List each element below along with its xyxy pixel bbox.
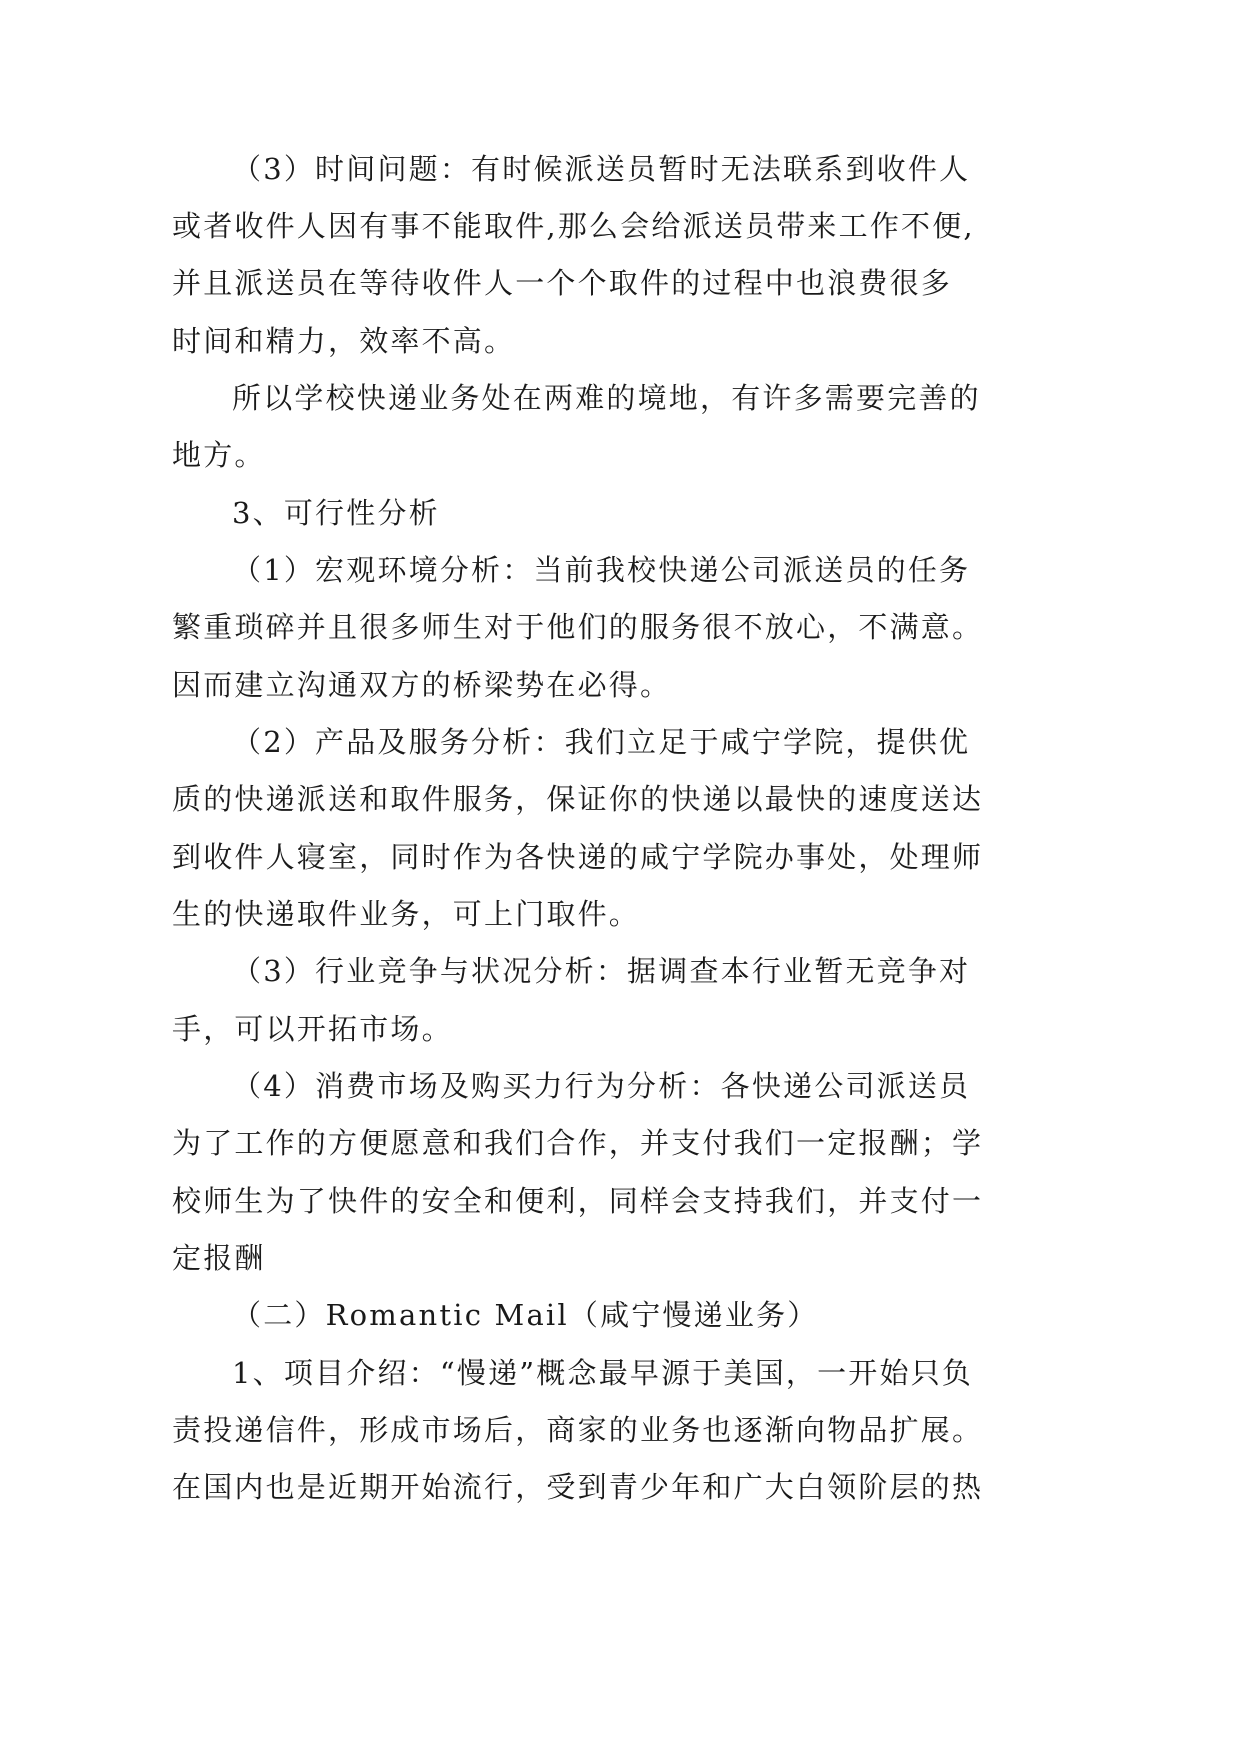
section-heading: （二）Romantic Mail（咸宁慢递业务） [232, 1298, 819, 1332]
text-line: 为了工作的方便愿意和我们合作，并支付我们一定报酬；学 [172, 1126, 984, 1160]
text-line: 在国内也是近期开始流行，受到青少年和广大白领阶层的热 [172, 1470, 984, 1504]
section-heading: 3、可行性分析 [232, 496, 440, 530]
text-line: 因而建立沟通双方的桥梁势在必得。 [172, 668, 672, 702]
text-line: 到收件人寝室，同时作为各快递的咸宁学院办事处，处理师 [172, 840, 984, 874]
text-line: （4）消费市场及购买力行为分析：各快递公司派送员 [232, 1069, 971, 1103]
text-line: 1、项目介绍：“慢递”概念最早源于美国，一开始只负 [232, 1356, 974, 1390]
text-line: （3）时间问题：有时候派送员暂时无法联系到收件人 [232, 152, 971, 186]
text-line: （3）行业竞争与状况分析：据调查本行业暂无竞争对 [232, 954, 971, 988]
text-line: 所以学校快递业务处在两难的境地，有许多需要完善的 [232, 381, 981, 415]
text-line: 并且派送员在等待收件人一个个取件的过程中也浪费很多 [172, 266, 953, 300]
text-line: 或者收件人因有事不能取件,那么会给派送员带来工作不便, [172, 209, 975, 243]
text-line: 校师生为了快件的安全和便利，同样会支持我们，并支付一 [172, 1184, 984, 1218]
text-line: 责投递信件，形成市场后，商家的业务也逐渐向物品扩展。 [172, 1413, 984, 1447]
text-line: 质的快递派送和取件服务，保证你的快递以最快的速度送达 [172, 782, 984, 816]
text-line: （2）产品及服务分析：我们立足于咸宁学院，提供优 [232, 725, 971, 759]
text-line: 地方。 [172, 438, 266, 472]
text-line: （1）宏观环境分析：当前我校快递公司派送员的任务 [232, 553, 971, 587]
text-line: 繁重琐碎并且很多师生对于他们的服务很不放心，不满意。 [172, 610, 984, 644]
text-line: 时间和精力，效率不高。 [172, 324, 516, 358]
text-line: 手，可以开拓市场。 [172, 1012, 453, 1046]
text-line: 生的快递取件业务，可上门取件。 [172, 897, 641, 931]
text-line: 定报酬 [172, 1241, 266, 1275]
